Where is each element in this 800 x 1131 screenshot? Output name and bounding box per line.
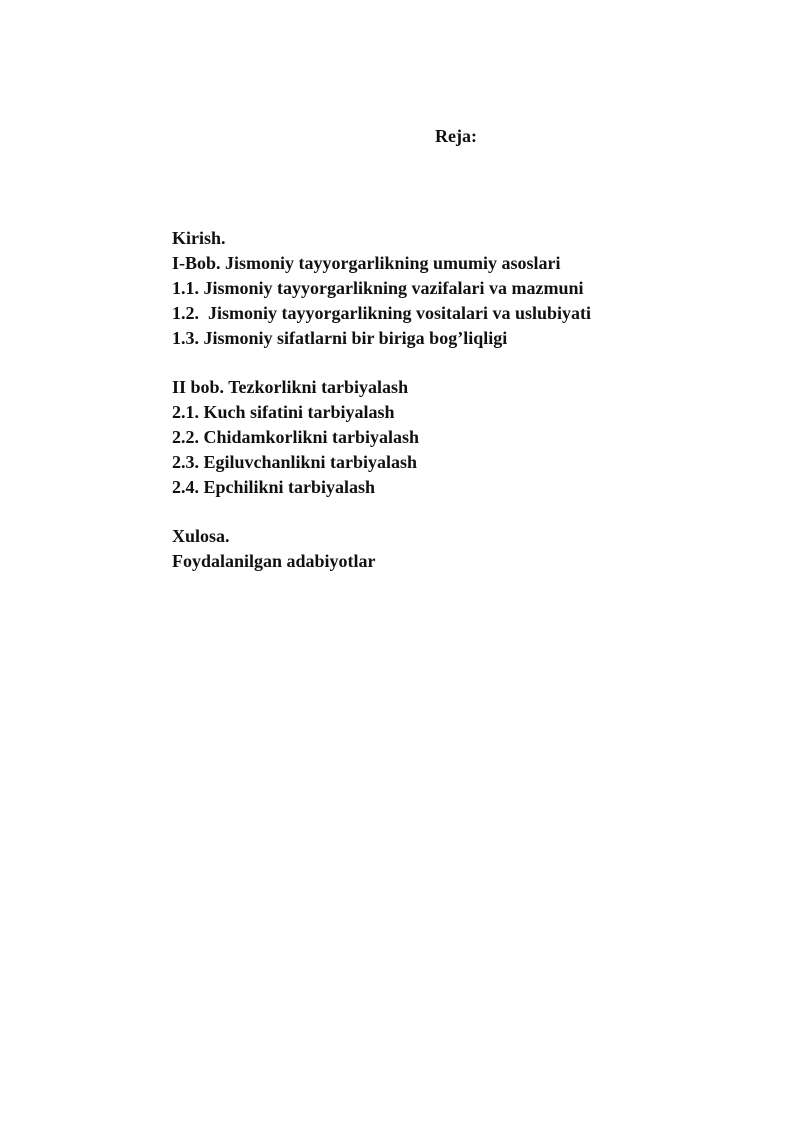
- toc-item-chapter-1: I-Bob. Jismoniy tayyorgarlikning umumiy asoslari: [172, 253, 561, 273]
- toc-group-chapter-2: [172, 375, 732, 500]
- toc-item-2-3: 2.3. Egiluvchanlikni tarbiyalash: [172, 452, 418, 472]
- toc-item-1-3: 1.3. Jismoniy sifatlarni bir biriga bog’liqligi: [172, 328, 508, 348]
- toc-group-conclusion: [172, 524, 732, 574]
- table-of-contents: [172, 226, 732, 598]
- page-title: Reja:: [435, 126, 477, 146]
- toc-item-1-1: 1.1. Jismoniy tayyorgarlikning vazifalari va mazmuni: [172, 278, 584, 298]
- toc-item-2-2: 2.2. Chidamkorlikni tarbiyalash: [172, 427, 420, 447]
- toc-item-2-4: 2.4. Epchilikni tarbiyalash: [172, 477, 376, 497]
- toc-item-conclusion: Xulosa.: [172, 526, 230, 546]
- toc-item-2-1: 2.1. Kuch sifatini tarbiyalash: [172, 402, 395, 422]
- toc-item-1-2: 1.2. Jismoniy tayyorgarlikning vositalari va uslubiyati: [172, 303, 592, 323]
- toc-group-introduction-chapter-1: [172, 226, 732, 351]
- toc-item-chapter-2: II bob. Tezkorlikni tarbiyalash: [172, 377, 409, 397]
- toc-item-introduction: Kirish.: [172, 228, 226, 248]
- toc-item-references: Foydalanilgan adabiyotlar: [172, 551, 376, 571]
